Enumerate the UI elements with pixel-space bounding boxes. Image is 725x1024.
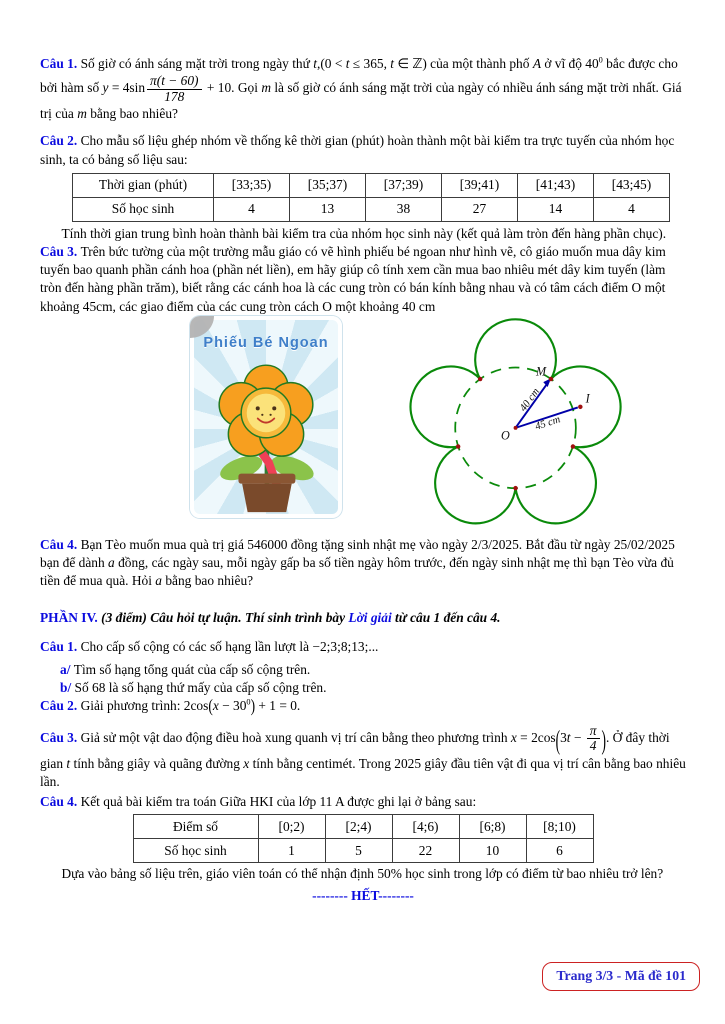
part4-question-3: Câu 3. Giả sử một vật dao động điều hoà xung quanh vị trí cân bằng theo phương trình x = 2cos(3t − $\frac{\pi}{4}$ ). Ở đây thời gian t tính bằng giây và quãng đường x tính bằng centimét. Trong 2025 giây đầu tiên vật đi qua vị trí cân bằng bao nhiêu lần.: [40, 722, 686, 789]
table-row: [133, 839, 593, 863]
part4-question-1: Câu 1. Cho cấp số cộng có các số hạng lần lượt là −2;3;8;13;...: [40, 638, 379, 654]
time-frequency-table: [72, 173, 670, 222]
flower-arcs-diagram: [398, 316, 672, 530]
part4-question-1b: b/ Số 68 là số hạng thứ mấy của cấp số cộng trên.: [60, 680, 327, 696]
part4-question-4-task: Dựa vào bảng số liệu trên, giáo viên toán có thể nhận định 50% học sinh trong lớp có điểm từ bao nhiêu trở lên?: [61, 866, 664, 882]
table-cell: [0;2): [258, 815, 325, 839]
figures-row: [190, 316, 686, 530]
table-cell: 10: [459, 839, 526, 863]
part4-question-1a: a/ Tìm số hạng tổng quát của cấp số cộng trên.: [60, 662, 311, 677]
table-cell: [37;39): [366, 173, 442, 197]
table-cell: Thời gian (phút): [73, 173, 214, 197]
table-cell: [2;4): [325, 815, 392, 839]
table-cell: 4: [594, 197, 670, 221]
fraction: $\frac{\pi(t - 60)}{178}$: [147, 74, 201, 104]
table-cell: Điểm số: [133, 815, 258, 839]
flower-illustration: [191, 356, 341, 514]
flower-face-inner: [247, 393, 286, 432]
card-title: Phiếu Bé Ngoan: [203, 334, 329, 351]
exam-content: [40, 55, 686, 906]
fraction: $\frac{\pi}{4}$: [587, 724, 600, 754]
table-cell: [39;41): [442, 173, 518, 197]
label-45cm: 45 cm: [533, 413, 562, 433]
table-cell: [35;37): [290, 173, 366, 197]
table-cell: 14: [518, 197, 594, 221]
part3-question-4: Câu 4. Bạn Tèo muốn mua quà trị giá 546000 đồng tặng sinh nhật mẹ vào ngày 2/3/2025. Bắt đầu từ ngày 25/02/2025 bạn để dành a đồng, các ngày sau, mỗi ngày gấp ba số tiền ngày hôm trước, đến ngày sinh nhật mẹ thì bạn Tèo vừa đủ tiền để mua quà. Hỏi a bằng bao nhiêu?: [40, 536, 675, 589]
part4-header: PHẦN IV. (3 điểm) Câu hỏi tự luận. Thí sinh trình bày Lời giải từ câu 1 đến câu 4.: [40, 609, 501, 625]
table-cell: Số học sinh: [73, 197, 214, 221]
part3-question-3: Câu 3. Trên bức tường của một trường mẫu giáo có vẽ hình phiếu bé ngoan như hình vẽ, cô giáo muốn mua dây kim tuyến bao quanh phần cánh hoa (phần nét liền), em hãy giúp cô tính xem cần mua bao nhiêu mét dây kim tuyến (làm tròn đến hàng phần trăm), biết rằng các cánh hoa là các cung tròn có bán kính bằng nhau và có tâm cách điểm O một khoảng 45cm, các giao điểm của các cung tròn cách O một khoảng 40 cm: [40, 244, 666, 314]
pot-body: [242, 483, 292, 511]
table-cell: 6: [526, 839, 593, 863]
table-cell: 13: [290, 197, 366, 221]
table-cell: Số học sinh: [133, 839, 258, 863]
table-row: [133, 815, 593, 839]
table-cell: 1: [258, 839, 325, 863]
table-cell: 5: [325, 839, 392, 863]
page-footer-label: Trang 3/3 - Mã đề 101: [556, 968, 686, 983]
table-cell: [33;35): [214, 173, 290, 197]
score-frequency-table: [133, 814, 594, 863]
table-row: [73, 173, 670, 197]
table-cell: 22: [392, 839, 459, 863]
page-footer-badge: [542, 962, 700, 991]
end-marker: -------- HẾT--------: [312, 888, 414, 904]
table-cell: [43;45): [594, 173, 670, 197]
label-40cm: 40 cm: [517, 385, 543, 414]
table-cell: [4;6): [392, 815, 459, 839]
table-cell: 38: [366, 197, 442, 221]
part3-question-1: Câu 1. Số giờ có ánh sáng mặt trời trong ngày thứ t,(0 < t ≤ 365, t ∈ ℤ) của một thành phố A ở vĩ độ $40^0$ bắc được cho bởi hàm số y = 4sin $\frac{\pi(t - 60)}{178}$ + 10. Gọi m là số giờ có ánh sáng mặt trời của ngày có nhiều ánh sáng mặt trời nhất. Giá trị của m bằng bao nhiêu?: [40, 55, 682, 122]
label-O: O: [500, 428, 510, 443]
label-I: I: [585, 391, 590, 406]
table-cell: [8;10): [526, 815, 593, 839]
label-M: M: [535, 364, 547, 379]
table-row: [73, 197, 670, 221]
part3-question-2: Câu 2. Cho mẫu số liệu ghép nhóm về thống kê thời gian (phút) hoàn thành một bài kiểm tra trực tuyến của nhóm học sinh, ta có bảng số liệu sau:: [40, 133, 675, 167]
part4-question-4: Câu 4. Kết quả bài kiểm tra toán Giữa HKI của lớp 11 A được ghi lại ở bảng sau:: [40, 794, 477, 810]
table-cell: [41;43): [518, 173, 594, 197]
table-cell: 4: [214, 197, 290, 221]
part3-question-2-task: Tính thời gian trung bình hoàn thành bài kiểm tra của nhóm học sinh này (kết quả làm tròn đến hàng phần chục).: [61, 225, 667, 241]
phieu-be-ngoan-card: [190, 316, 342, 518]
pot-rim: [238, 473, 295, 483]
petal-arcs: [411, 319, 621, 523]
table-cell: 27: [442, 197, 518, 221]
part4-question-2: Câu 2. Giải phương trình: $2\cos(x - 30^0) + 1 = 0$.: [40, 695, 301, 716]
table-cell: [6;8): [459, 815, 526, 839]
